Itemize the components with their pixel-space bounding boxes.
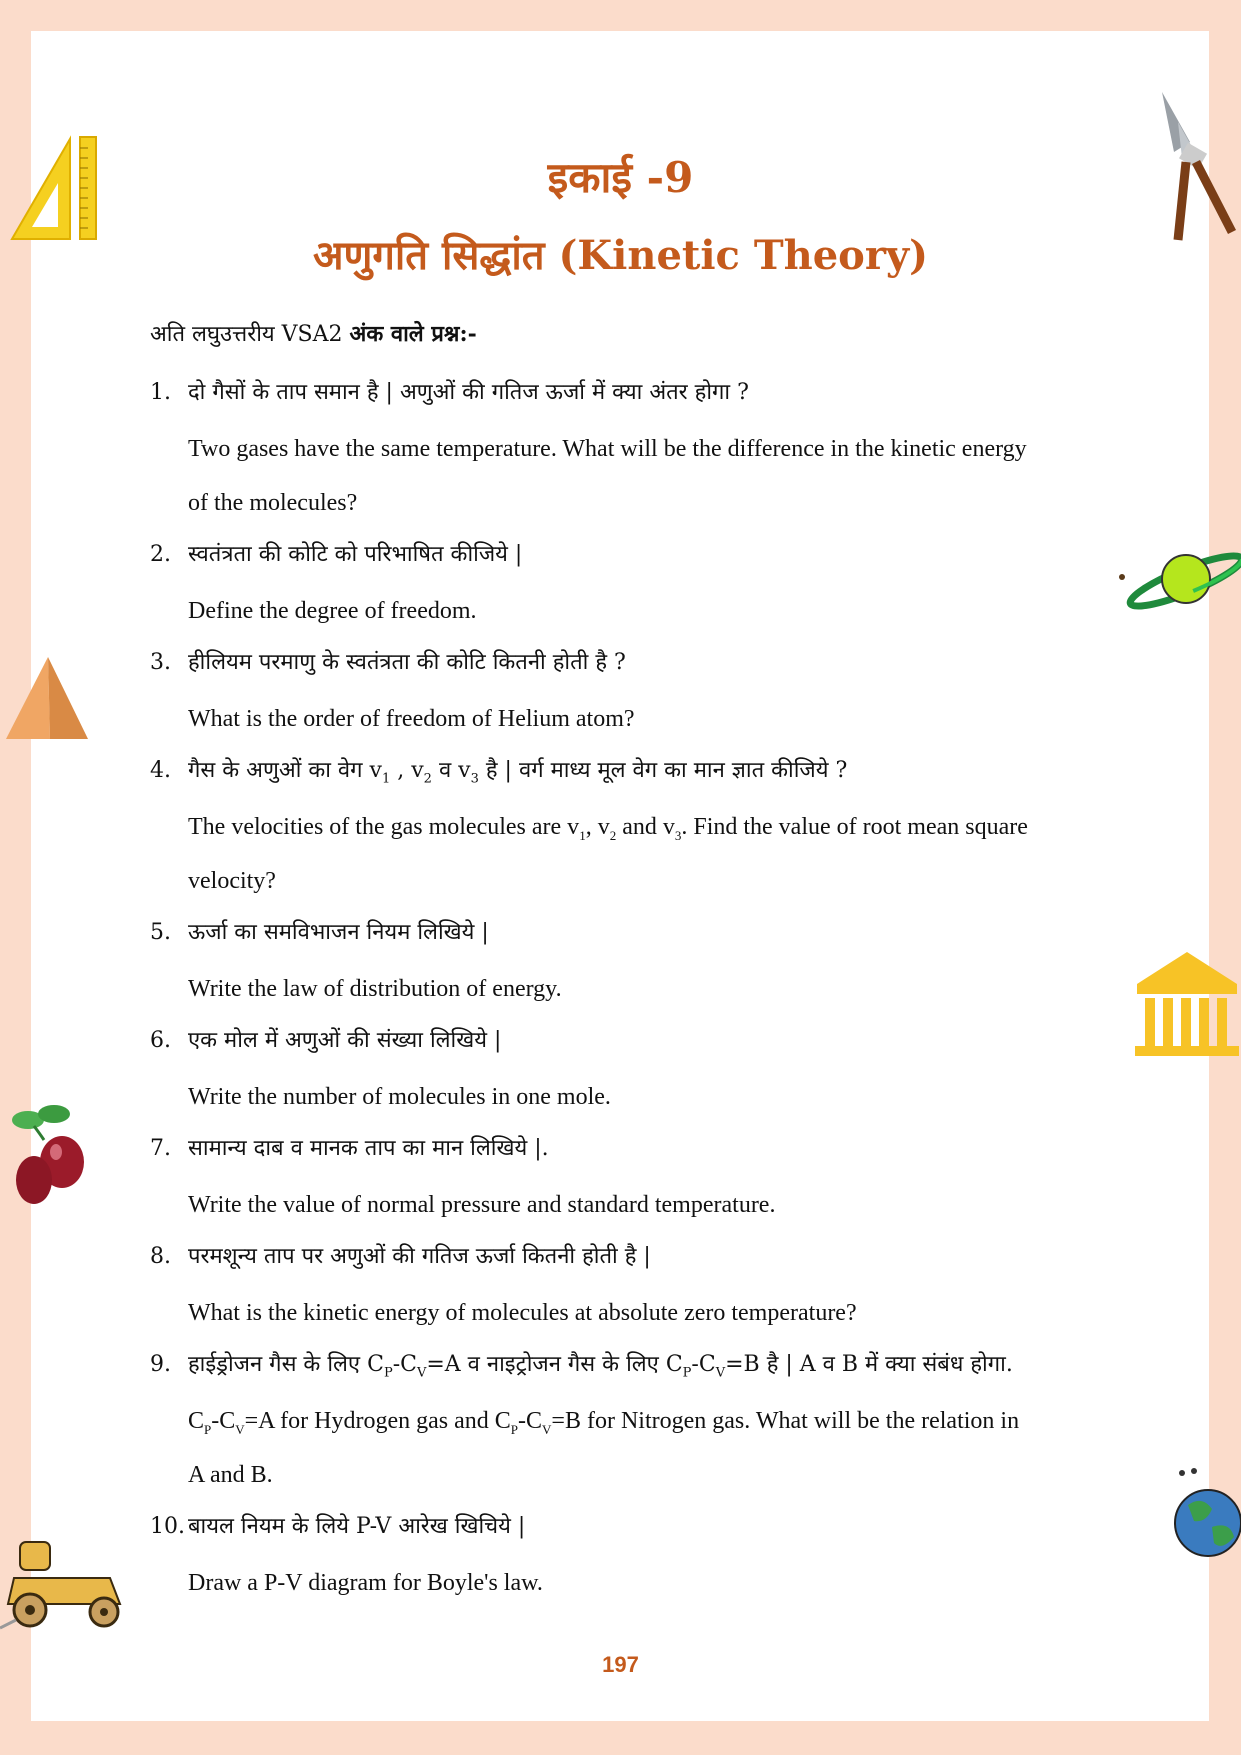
question-number: 10. — [150, 1514, 185, 1539]
pyramid-icon — [4, 655, 90, 743]
question-number: 5. — [150, 920, 171, 945]
page-number: 197 — [602, 1652, 639, 1677]
question-number: 7. — [150, 1136, 171, 1161]
question-number: 1. — [150, 380, 171, 405]
unit-title: इकाई -9 — [547, 153, 694, 202]
question-number: 2. — [150, 542, 171, 567]
question-english: Write the number of molecules in one mole. — [188, 1084, 611, 1110]
old-car-icon — [0, 1538, 130, 1633]
question-english-cont: velocity? — [188, 868, 276, 894]
question-hindi: हाईड्रोजन गैस के लिए $C_P-C_V=A$ व नाइट्रोजन गैस के लिए $C_P-C_V=B$ है | A व B में क्या संबंध होगा. — [188, 1352, 1013, 1381]
question-english: What is the order of freedom of Helium atom? — [188, 706, 635, 732]
question-english: The velocities of the gas molecules are $v_1$, $v_2$ and $v_3$. Find the value of root mean square — [188, 814, 1028, 843]
question-hindi: परमशून्य ताप पर अणुओं की गतिज ऊर्जा कितनी होती है | — [188, 1244, 651, 1269]
question-hindi: बायल नियम के लिये P-V आरेख खिचिये | — [188, 1514, 526, 1539]
question-hindi: एक मोल में अणुओं की संख्या लिखिये | — [188, 1028, 502, 1053]
question-english-cont: of the molecules? — [188, 490, 358, 516]
question-hindi: ऊर्जा का समविभाजन नियम लिखिये | — [188, 920, 489, 945]
question-english: $C_P-C_V=A$ for Hydrogen gas and $C_P-C_V=B$ for Nitrogen gas. What will be the relation in — [188, 1408, 1020, 1437]
question-number: 4. — [150, 758, 171, 783]
section-heading-bold: अंक वाले प्रश्न:- — [349, 321, 477, 347]
question-number: 9. — [150, 1352, 171, 1377]
question-hindi: दो गैसों के ताप समान है | अणुओं की गतिज ऊर्जा में क्या अंतर होगा ? — [188, 380, 749, 405]
chapter-title: अणुगति सिद्धांत (Kinetic Theory) — [312, 232, 929, 279]
section-heading-prefix: अति लघुउत्तरीय VSA2 — [150, 322, 350, 347]
beans-plant-icon — [4, 1100, 90, 1208]
question-hindi: सामान्य दाब व मानक ताप का मान लिखिये |. — [188, 1136, 549, 1161]
greek-temple-icon — [1133, 950, 1241, 1060]
earth-globe-icon — [1168, 1465, 1241, 1560]
question-english: What is the kinetic energy of molecules at absolute zero temperature? — [188, 1300, 857, 1326]
question-hindi: गैस के अणुओं का वेग $v_1$ , $v_2$ व $v_3$ है | वर्ग माध्य मूल वेग का मान ज्ञात कीजिये ? — [188, 758, 848, 787]
question-hindi: हीलियम परमाणु के स्वतंत्रता की कोटि कितनी होती है ? — [188, 650, 626, 675]
question-number: 3. — [150, 650, 171, 675]
question-english: Two gases have the same temperature. What will be the difference in the kinetic energy — [188, 436, 1027, 462]
question-english: Draw a P-V diagram for Boyle's law. — [188, 1570, 543, 1596]
section-heading — [150, 318, 477, 348]
planet-saturn-icon — [1116, 545, 1241, 615]
question-english-cont: A and B. — [188, 1462, 273, 1488]
question-english: Write the value of normal pressure and standard temperature. — [188, 1192, 776, 1218]
question-english: Write the law of distribution of energy. — [188, 976, 562, 1002]
question-number: 6. — [150, 1028, 171, 1053]
question-hindi: स्वतंत्रता की कोटि को परिभाषित कीजिये | — [188, 542, 523, 567]
question-english: Define the degree of freedom. — [188, 598, 477, 624]
question-number: 8. — [150, 1244, 171, 1269]
